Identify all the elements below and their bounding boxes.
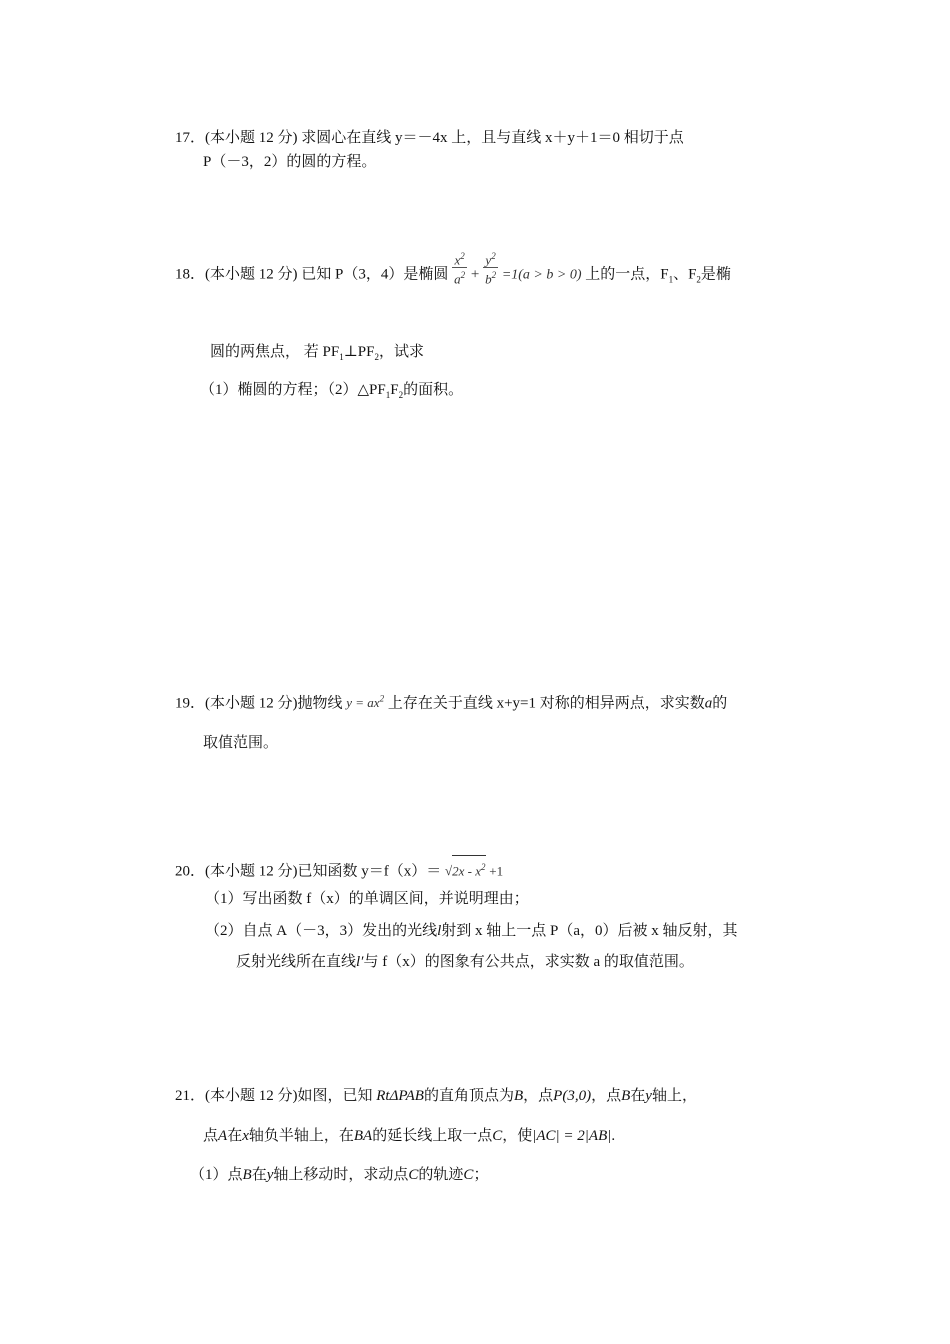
q17-line1: 17．(本小题 12 分) 求圆心在直线 y＝－4x 上，且与直线 x＋y＋1＝0 相切于点 <box>175 130 684 146</box>
ellipse-condition: =1(a > b > 0) <box>501 267 582 283</box>
q17-line2: P（－3，2）的圆的方程。 <box>203 154 377 170</box>
ellipse-fraction-y: $\frac{y^2}{b^2}$ <box>485 251 497 287</box>
q21-line3: （1）点B在y轴上移动时，求动点C的轨迹C； <box>190 1167 489 1183</box>
q18-line1: 18．(本小题 12 分) 已知 P（3，4）是椭圆 $\frac{x^2}{a^2}$ + $\frac{y^2}{b^2}$ =1(a > b > 0) 上的一点，$F_1$、$F_2$是椭 <box>175 251 731 287</box>
sqrt-formula: $√2x - x^2$ <box>445 863 486 878</box>
q18-line3: （1）椭圆的方程；$(2)\triangle PF_1F_2$的面积。 <box>200 382 464 400</box>
q21-line1: 21．(本小题 12 分)如图，已知 RtΔPAB的直角顶点为B，点P(3,0)，点B在y轴上， <box>175 1088 697 1104</box>
ellipse-fraction-x: $\frac{x^2}{a^2}$ <box>454 251 466 287</box>
parabola-formula: $y = ax^2$ <box>346 694 385 711</box>
q21-line2: 点A在x轴负半轴上，在BA的延长线上取一点C，使|AC| = 2|AB|. <box>203 1128 616 1144</box>
q19-line2: 取值范围。 <box>203 735 279 751</box>
q20-part1: （1）写出函数 f（x）的单调区间，并说明理由； <box>205 891 529 907</box>
q19-line1: 19．(本小题 12 分)抛物线 $y = ax^2$ 上存在关于直线 x+y=1 对称的相异两点，求实数a的 <box>175 694 728 712</box>
q20-part2-line2: 反射光线所在直线l′与 f（x）的图象有公共点，求实数 a 的取值范围。 <box>236 954 694 970</box>
q20-line1: 20．(本小题 12 分)已知函数 $y=f(x)= √2x - x^2 +1$ <box>175 855 503 881</box>
q18-prefix: 18．(本小题 12 分) 已知 P（3，4）是椭圆 <box>175 266 449 283</box>
q20-part2: （2）自点 A（－3，3）发出的光线l射到 x 轴上一点 P（a，0）后被 x 轴反射，其 <box>205 923 738 939</box>
q18-line2: 圆的两焦点， 若 $PF_1\perp PF_2$，试求 <box>210 344 424 362</box>
